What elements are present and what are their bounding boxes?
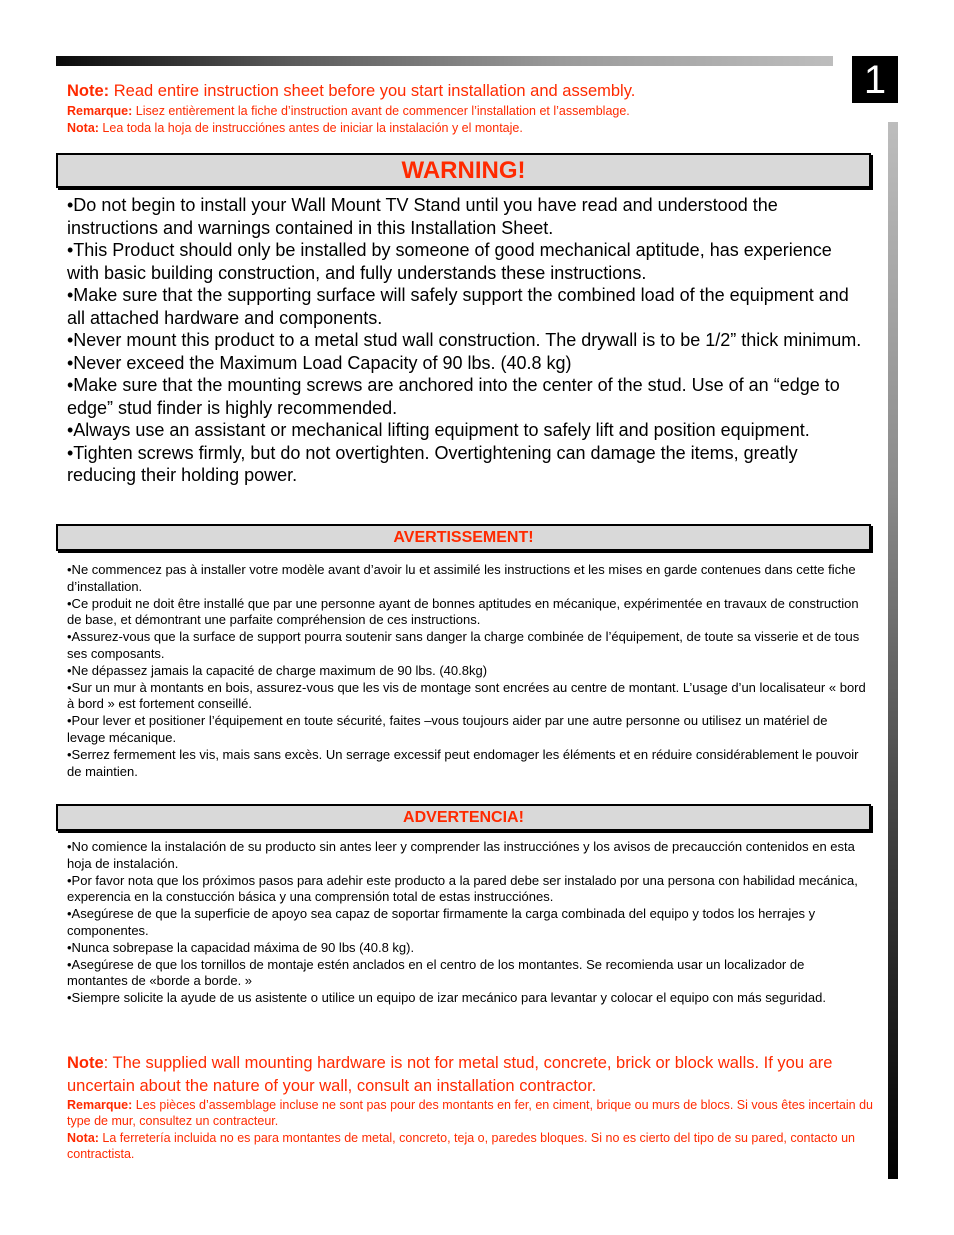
top-note-french-text: Lisez entièrement la fiche d’instruction avant de commencer l’installation et l’assemblage. <box>132 104 630 118</box>
list-item: •Do not begin to install your Wall Mount TV Stand until you have read and understood the instructions and warnings contained in this Installation Sheet. <box>67 195 778 238</box>
warning-list-english <box>67 194 867 487</box>
top-note-spanish-text: Lea toda la hoja de instrucciónes antes de iniciar la instalación y el montaje. <box>98 121 523 135</box>
list-item: •Never exceed the Maximum Load Capacity of 90 lbs. (40.8 kg) <box>67 352 572 373</box>
top-note-french-label: Remarque: <box>67 104 133 118</box>
bottom-note-spanish-text: La ferretería incluida no es para montantes de metal, concreto, teja o, paredes bloques. Si no es cierto del tipo de su pared, contacto un contractista. <box>67 1131 855 1161</box>
list-item: •Assurez-vous que la surface de support pourra soutenir sans danger la charge combinée de l’équipement, de toute sa visserie et de tous ses composants. <box>67 629 860 661</box>
list-item: •Siempre solicite la ayude de us asistente o utilice un equipo de izar mecánico para levantar y colocar el equipo con más seguridad. <box>67 990 826 1006</box>
bottom-note-english <box>67 1052 887 1098</box>
list-item: •Pour lever et positioner l’équipement en toute sécurité, faites –vous toujours aider par une autre personne ou utilisez un matériel de levage mécanique. <box>67 713 828 745</box>
list-item: •Ce produit ne doit être installé que par une personne ayant de bonnes aptitudes en mécanique, expérimentée en travaux de construction de base, et démontrant une parfaite compréhension de ces instructions. <box>67 595 859 628</box>
page-number-badge: 1 <box>852 56 898 103</box>
list-item: •Always use an assistant or mechanical lifting equipment to safely lift and position equipment. <box>67 420 810 440</box>
bottom-note-spanish-label: Nota: <box>67 1131 99 1145</box>
list-item: •Por favor nota que los próximos pasos para adehir este producto a la pared debe ser instalado por una persona con habilidad mecánica, experencia en la constucción básica y una comprensión total de estas instrucciónes. <box>67 872 858 905</box>
list-item: •Sur un mur à montants en bois, assurez-vous que les vis de montage sont encrées au centre de montant. L’usage d’un localisateur « bord à bord » est fortement conseillé. <box>67 679 866 712</box>
list-item: •Asegúrese de que la superficie de apoyo sea capaz de soportar firmamente la carga combinada del equipo y todos los herrajes y componentes. <box>67 906 816 938</box>
warning-banner-french: AVERTISSEMENT! <box>56 524 871 551</box>
bottom-note-english-label: Note <box>67 1054 104 1072</box>
list-item: •Nunca sobrepase la capacidad máxima de 90 lbs (40.8 kg). <box>67 939 415 955</box>
list-item: •Ne commencez pas à installer votre modèle avant d’avoir lu et assimilé les instructions et les mises en garde contenues dans cette fiche d’installation. <box>67 562 856 594</box>
header-gradient-bar <box>56 56 833 66</box>
top-note-french <box>67 104 630 118</box>
warning-banner-english: WARNING! <box>56 153 871 188</box>
top-note-english-label: Note: <box>67 82 110 100</box>
bottom-note-english-text: : The supplied wall mounting hardware is not for metal stud, concrete, brick or block walls. If you are uncertain about the nature of your wall, consult an installation contractor. <box>67 1054 833 1095</box>
list-item: •Make sure that the supporting surface will safely support the combined load of the equipment and all attached hardware and components. <box>67 285 849 328</box>
warning-list-spanish <box>67 839 867 1007</box>
side-gradient-bar <box>888 122 898 1179</box>
list-item: •Make sure that the mounting screws are anchored into the center of the stud. Use of an “edge to edge” stud finder is highly recommended. <box>67 375 840 418</box>
top-note-english-text: Read entire instruction sheet before you start installation and assembly. <box>109 82 636 100</box>
list-item: •Never mount this product to a metal stud wall construction. The drywall is to be 1/2” thick minimum. <box>67 330 862 350</box>
list-item: •Ne dépassez jamais la capacité de charge maximum de 90 lbs. (40.8kg) <box>67 662 488 678</box>
warning-banner-spanish: ADVERTENCIA! <box>56 804 871 831</box>
bottom-note-spanish <box>67 1130 887 1162</box>
list-item: •Serrez fermement les vis, mais sans excès. Un serrage excessif peut endomager les éléments et en réduire considérablement le pouvoir de maintien. <box>67 746 859 779</box>
list-item: •No comience la instalación de su producto sin antes leer y comprender las instrucciónes y los avisos de precaucción contenidos en esta hoja de instalación. <box>67 839 855 871</box>
list-item: •Asegúrese de que los tornillos de montaje estén anclados en el centro de los montantes. Se recomienda usar un localizador de montantes de «borde a borde. » <box>67 956 805 989</box>
top-note-english <box>67 82 635 101</box>
top-note-spanish <box>67 121 523 135</box>
top-note-spanish-label: Nota: <box>67 121 99 135</box>
bottom-note-french <box>67 1097 887 1129</box>
list-item: •Tighten screws firmly, but do not overtighten. Overtightening can damage the items, greatly reducing their holding power. <box>67 442 798 485</box>
list-item: •This Product should only be installed by someone of good mechanical aptitude, has experience with basic building construction, and fully understands these instructions. <box>67 240 832 283</box>
bottom-note-french-text: Les pièces d’assemblage incluse ne sont pas pour des montants en fer, en ciment, brique ou murs de blocs. Si vous êtes incertain du type de mur, consultez un contracteur. <box>67 1098 873 1128</box>
bottom-note-french-label: Remarque: <box>67 1098 133 1112</box>
warning-list-french <box>67 562 867 780</box>
